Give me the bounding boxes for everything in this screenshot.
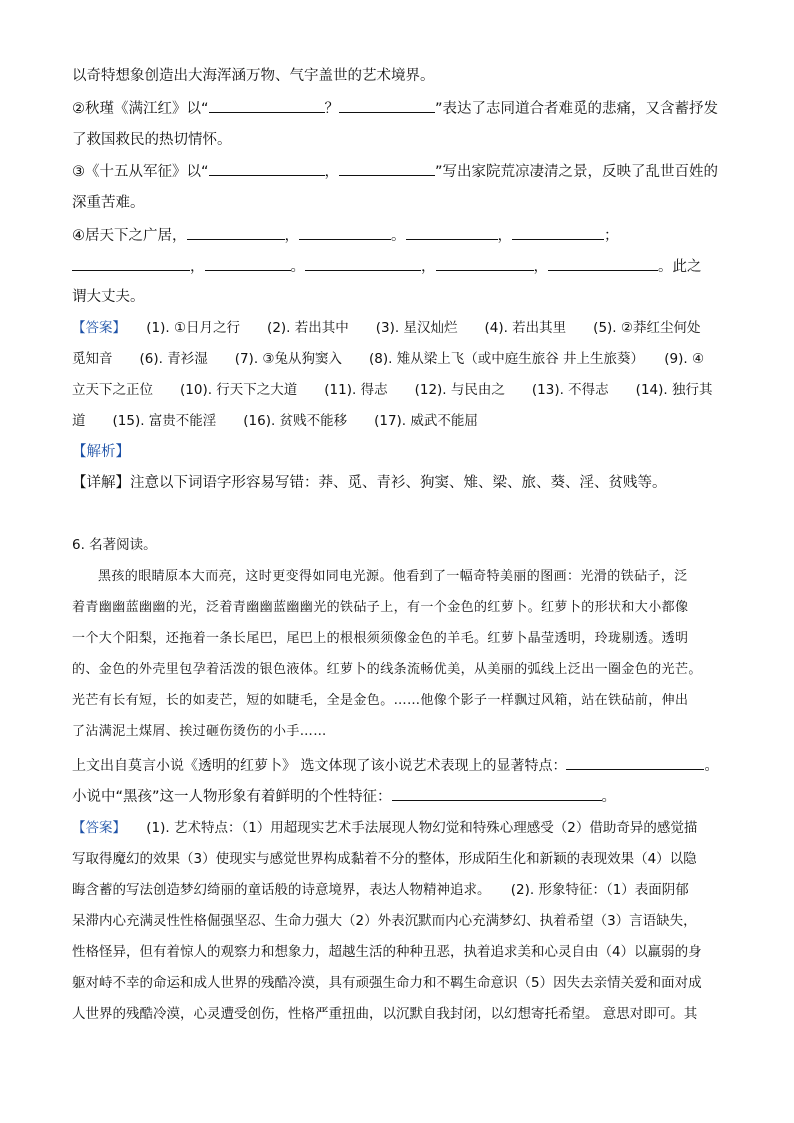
fill-blank[interactable] [339,161,435,176]
q6-answer-line [72,973,724,993]
fill-blank[interactable] [339,98,435,113]
answer-tag: 【答案】 [72,820,120,836]
text: ； [604,228,619,244]
text: 。 [391,228,406,244]
text: 了沾满泥土煤屑、挨过砸伤烫伤的小手…… [72,724,327,739]
text: ， [497,228,512,244]
q5-detail [72,473,724,493]
text: ”表达了志同道合者难觅的悲痛，又含蓄抒发 [435,101,719,117]
q6-passage-line [72,629,724,649]
fill-blank[interactable] [209,161,325,176]
q5-answer-line-2 [72,349,724,369]
text: 黑孩的眼睛原本大而亮，这时更变得如同电光源。他看到了一幅奇特美丽的图画：光滑的铁砧子，泛 [98,569,688,584]
text: 的、金色的外壳里包孕着活泼的银色液体。红萝卜的线条流畅优美，从美丽的弧线上泛出一圈金色的光芒。 [72,662,702,677]
text: 呆滞内心充满灵性性格倔强坚忍、生命力强大（2）外表沉默而内心充满梦幻、执着希望（3）言语缺失， [72,913,697,929]
q5-answer-line-1 [72,318,724,338]
text: 。此之 [658,259,702,275]
analysis-tag: 【解析】 [72,444,130,460]
fill-blank[interactable] [548,256,658,271]
q6-passage-line [72,691,724,711]
q5-item-4-cont [72,256,724,277]
text: ③《十五从军征》以“ [72,164,209,180]
text: ”写出家院荒凉凄清之景，反映了乱世百姓的 [435,164,719,180]
q6-question-1 [72,755,724,776]
text: 。 [704,758,719,774]
text: 躯对峙不幸的命运和成人世界的残酷冷漠，具有顽强生命力和不羁生命意识（5）因失去亲情关爱和面对成 [72,975,702,991]
fill-blank[interactable] [305,256,421,271]
q6-passage-line [72,598,724,618]
fill-blank[interactable] [205,256,291,271]
text: 谓大丈夫。 [72,289,145,305]
fill-blank[interactable] [436,256,534,271]
q5-item-4-end [72,287,724,307]
text: 着青幽幽蓝幽幽的光，泛着青幽幽蓝幽幽光的铁砧子上，有一个金色的红萝卜。红萝卜的形状和大小都像 [72,600,689,615]
text: ， [324,164,340,180]
text: 写取得魔幻的效果（3）使现实与感觉世界构成黏着不分的整体，形成陌生化和新颖的表现效果（4）以隐 [72,851,697,867]
answer-tag: 【答案】 [72,320,120,336]
q5-item-3-cont [72,193,724,213]
text: ④居天下之广居， [72,228,187,244]
fill-blank[interactable] [72,256,190,271]
q6-answer-line [72,849,724,869]
q6-answer-line [72,818,724,838]
text: 光芒有长有短，长的如麦芒，短的如睫毛，全是金色。……他像个影子一样飘过风箱，站在铁砧前，伸出 [72,693,689,708]
q6-passage-line [72,722,724,742]
question-title: 6. 名著阅读。 [72,537,157,553]
text: ？ [324,101,340,117]
text: (1). 艺术特点：（1）用超现实艺术手法展现人物幻觉和特殊心理感受（2）借助奇异的感觉描 [146,820,698,836]
fill-blank[interactable] [392,786,602,801]
q5-item-2-cont [72,130,724,150]
text: 注意以下词语字形容易写错：莽、觅、青衫、狗窦、雉、梁、旅、葵、淫、贫贱等。 [130,475,667,491]
text: 性格怪异，但有着惊人的观察力和想象力，超越生活的种种丑恶，执着追求美和心灵自由（4）以羸弱的身 [72,944,702,960]
q5-answer-line-4 [72,411,724,431]
q6-answer-line [72,1004,724,1024]
text: 觅知音 (6). 青衫湿 (7). ③兔从狗窦入 (8). 雉从梁上飞（或中庭生旅谷 井上生旅葵） (9). ④ [72,351,705,367]
text: 道 (15). 富贵不能淫 (16). 贫贱不能移 (17). 威武不能屈 [72,413,478,429]
q6-question-2 [72,786,724,807]
q5-item-2 [72,98,724,119]
q6-answer-line [72,911,724,931]
text: ， [284,228,299,244]
q6-passage-line [72,660,724,680]
fill-blank[interactable] [187,225,285,240]
fill-blank[interactable] [299,225,391,240]
text: 深重苦难。 [72,195,145,211]
fill-blank[interactable] [512,225,604,240]
text: 以奇特想象创造出大海浑涵万物、气宇盖世的艺术境界。 [72,68,435,84]
fill-blank[interactable] [406,225,498,240]
text: 上文出自莫言小说《透明的红萝卜》 选文体现了该小说艺术表现上的显著特点： [72,758,567,774]
q5-answer-line-3 [72,380,724,400]
detail-tag: 【详解】 [72,475,130,491]
text: ②秋瑾《满江红》以“ [72,101,209,117]
q6-passage-line [98,567,724,587]
text: 了救国救民的热切情怀。 [72,132,232,148]
q5-item-4 [72,225,724,246]
q5-line-1 [72,66,724,86]
text: ， [421,259,436,275]
text: ， [533,259,548,275]
text: 。 [601,789,617,805]
text: 立天下之正位 (10). 行天下之大道 (11). 得志 (12). 与民由之 (13). 不得志 (14). 独行其 [72,382,713,398]
text: 一个大个阳梨，还拖着一条长尾巴，尾巴上的根根须须像金色的羊毛。红萝卜晶莹透明，玲珑剔透。透明 [72,631,689,646]
text: 小说中“黑孩”这一人物形象有着鲜明的个性特征： [72,789,392,805]
text: (1). ①日月之行 (2). 若出其中 (3). 星汉灿烂 (4). 若出其里 (5). ②莽红尘何处 [146,320,701,336]
fill-blank[interactable] [209,98,325,113]
q5-analysis [72,442,724,462]
text: 人世界的残酷冷漠，心灵遭受创伤，性格严重扭曲，以沉默自我封闭，以幻想寄托希望。 意思对即可。其 [72,1006,698,1022]
q6-answer-line [72,942,724,962]
q6-answer-line [72,880,724,900]
fill-blank[interactable] [566,755,704,770]
text: ， [190,259,205,275]
q6-title [72,535,724,555]
text: 。 [290,259,305,275]
q5-item-3 [72,161,724,182]
text: 晦含蓄的写法创造梦幻绮丽的童话般的诗意境界，表达人物精神追求。 (2). 形象特征：（1）表面阴郁 [72,882,689,898]
